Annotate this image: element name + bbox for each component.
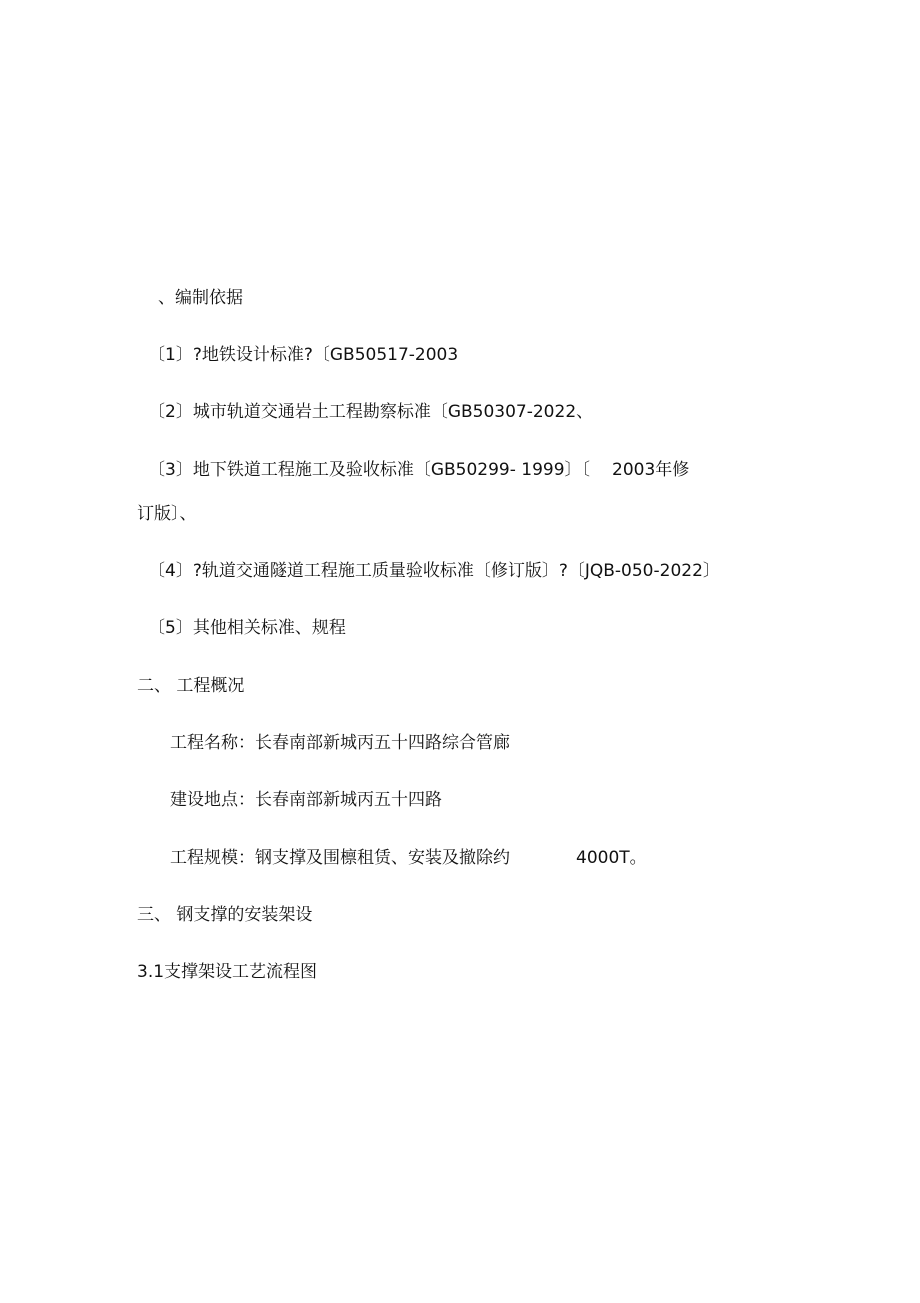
project-scale-value: 4000T。	[576, 848, 647, 868]
basis-item-3	[148, 459, 689, 481]
basis-item-5: 〔5〕其他相关标准、规程	[148, 618, 346, 638]
project-name-line: 工程名称：长春南部新城丙五十四路综合管廊	[170, 733, 510, 753]
basis-item-3-continuation: 订版〕、	[137, 504, 197, 524]
basis-item-1: 〔1〕?地铁设计标准?〔GB50517-2003	[148, 345, 459, 365]
basis-item-3-tail: 2003年修	[612, 460, 690, 480]
project-scale-text: 工程规模：钢支撑及围檩租赁、安装及撤除约	[170, 848, 510, 868]
subheading-flowchart: 3.1支撑架设工艺流程图	[137, 962, 318, 982]
section-heading-overview: 二、 工程概况	[137, 676, 245, 696]
basis-item-4: 〔4〕?轨道交通隧道工程施工质量验收标准〔修订版〕?〔JQB-050-2022〕	[148, 561, 720, 581]
section-heading-basis: 、编制依据	[158, 288, 243, 308]
project-location-line: 建设地点：长春南部新城丙五十四路	[170, 790, 442, 810]
project-scale-line	[170, 847, 647, 869]
basis-item-2: 〔2〕城市轨道交通岩土工程勘察标准〔GB50307-2022、	[148, 402, 594, 422]
basis-item-3-text: 〔3〕地下铁道工程施工及验收标准〔GB50299- 1999〕〔	[148, 460, 591, 480]
section-heading-installation: 三、 钢支撑的安装架设	[137, 905, 313, 925]
